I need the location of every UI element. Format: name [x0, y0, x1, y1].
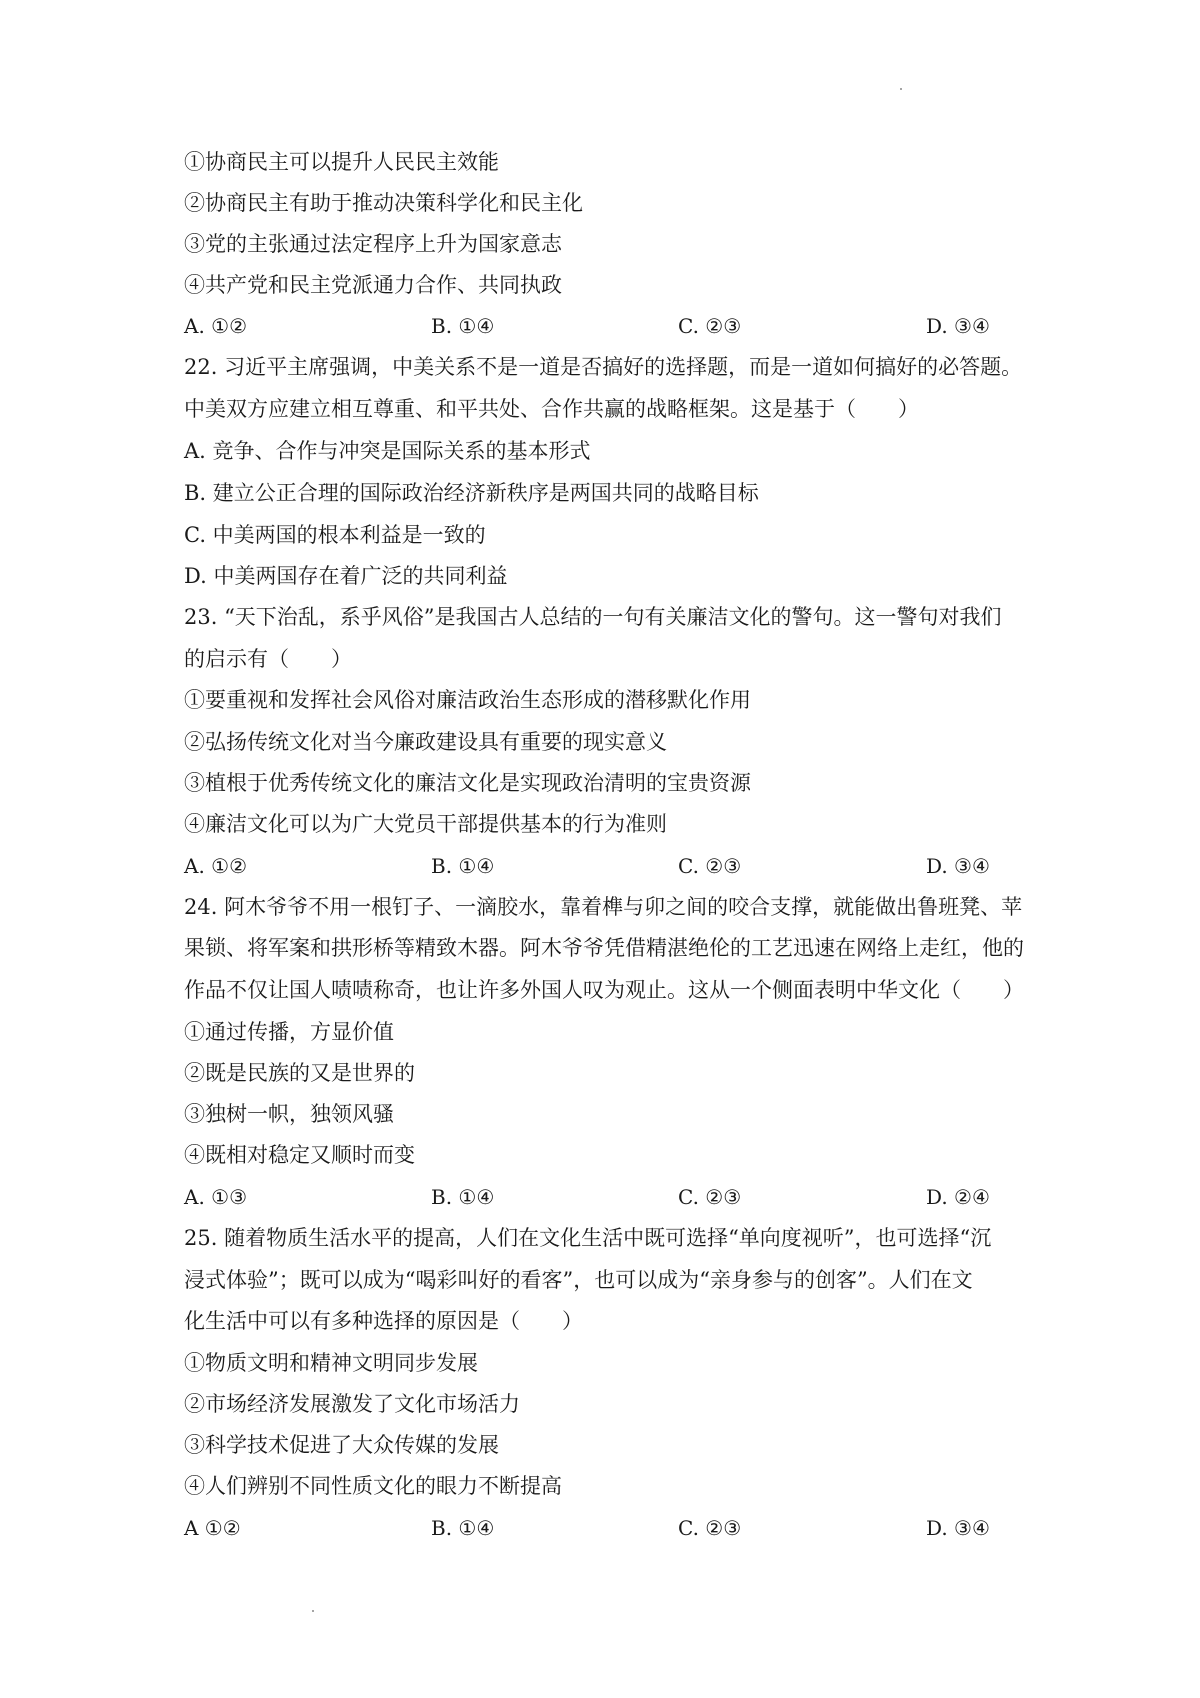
q23-item-3: ③植根于优秀传统文化的廉洁文化是实现政治清明的宝贵资源: [184, 771, 751, 795]
q25-item-3: ③科学技术促进了大众传媒的发展: [184, 1433, 499, 1457]
q21-option-b: B. ①④: [431, 314, 495, 338]
q22-stem-line-1: 22. 习近平主席强调，中美关系不是一道是否搞好的选择题，而是一道如何搞好的必答题。: [184, 355, 1023, 379]
q23-option-c: C. ②③: [678, 854, 742, 878]
q21-option-c: C. ②③: [678, 314, 742, 338]
q24-stem-line-2: 果锁、将军案和拱形桥等精致木器。阿木爷爷凭借精湛绝伦的工艺迅速在网络上走红，他的: [184, 936, 1024, 960]
q24-item-1: ①通过传播，方显价值: [184, 1020, 394, 1044]
q21-option-a: A. ①②: [184, 314, 248, 338]
q25-option-b: B. ①④: [431, 1516, 495, 1540]
q24-option-b: B. ①④: [431, 1185, 495, 1209]
q24-option-d: D. ②④: [926, 1185, 990, 1209]
q24-item-3: ③独树一帜，独领风骚: [184, 1102, 394, 1126]
q23-item-2: ②弘扬传统文化对当今廉政建设具有重要的现实意义: [184, 730, 667, 754]
q25-option-c: C. ②③: [678, 1516, 742, 1540]
q23-option-b: B. ①④: [431, 854, 495, 878]
q23-item-4: ④廉洁文化可以为广大党员干部提供基本的行为准则: [184, 812, 667, 836]
scan-dot: [312, 1610, 314, 1612]
q21-item-1: ①协商民主可以提升人民民主效能: [184, 150, 499, 174]
q21-item-2: ②协商民主有助于推动决策科学化和民主化: [184, 191, 583, 215]
q25-item-1: ①物质文明和精神文明同步发展: [184, 1351, 478, 1375]
q24-item-2: ②既是民族的又是世界的: [184, 1061, 415, 1085]
q24-item-4: ④既相对稳定又顺时而变: [184, 1143, 415, 1167]
q23-option-d: D. ③④: [926, 854, 990, 878]
q21-item-3: ③党的主张通过法定程序上升为国家意志: [184, 232, 562, 256]
q22-option-c: C. 中美两国的根本利益是一致的: [184, 523, 486, 547]
q23-stem-line-2: 的启示有（ ）: [184, 647, 352, 671]
q25-item-4: ④人们辨别不同性质文化的眼力不断提高: [184, 1474, 562, 1498]
q25-option-a: A ①②: [184, 1516, 241, 1540]
q25-stem-line-2: 浸式体验”；既可以成为“喝彩叫好的看客”，也可以成为“亲身参与的创客”。人们在文: [184, 1268, 973, 1292]
q22-option-b: B. 建立公正合理的国际政治经济新秩序是两国共同的战略目标: [184, 481, 759, 505]
q23-item-1: ①要重视和发挥社会风俗对廉洁政治生态形成的潜移默化作用: [184, 688, 751, 712]
q24-stem-line-1: 24. 阿木爷爷不用一根钉子、一滴胶水，靠着榫与卯之间的咬合支撑，就能做出鲁班凳、苹: [184, 895, 1023, 919]
q25-item-2: ②市场经济发展激发了文化市场活力: [184, 1392, 520, 1416]
q21-item-4: ④共产党和民主党派通力合作、共同执政: [184, 273, 562, 297]
q25-stem-line-1: 25. 随着物质生活水平的提高，人们在文化生活中既可选择“单向度视听”，也可选择“沉: [184, 1226, 992, 1250]
q23-stem-line-1: 23. “天下治乱，系乎风俗”是我国古人总结的一句有关廉洁文化的警句。这一警句对我们: [184, 605, 1002, 629]
q24-stem-line-3: 作品不仅让国人啧啧称奇，也让许多外国人叹为观止。这从一个侧面表明中华文化（ ）: [184, 978, 1024, 1002]
q22-option-a: A. 竞争、合作与冲突是国际关系的基本形式: [184, 439, 591, 463]
q25-option-d: D. ③④: [926, 1516, 990, 1540]
q21-option-d: D. ③④: [926, 314, 990, 338]
scan-dot: [900, 88, 902, 90]
q24-option-a: A. ①③: [184, 1185, 248, 1209]
q23-option-a: A. ①②: [184, 854, 248, 878]
q22-stem-line-2: 中美双方应建立相互尊重、和平共处、合作共赢的战略框架。这是基于（ ）: [184, 397, 919, 421]
q22-option-d: D. 中美两国存在着广泛的共同利益: [184, 564, 508, 588]
q25-stem-line-3: 化生活中可以有多种选择的原因是（ ）: [184, 1309, 583, 1333]
q24-option-c: C. ②③: [678, 1185, 742, 1209]
